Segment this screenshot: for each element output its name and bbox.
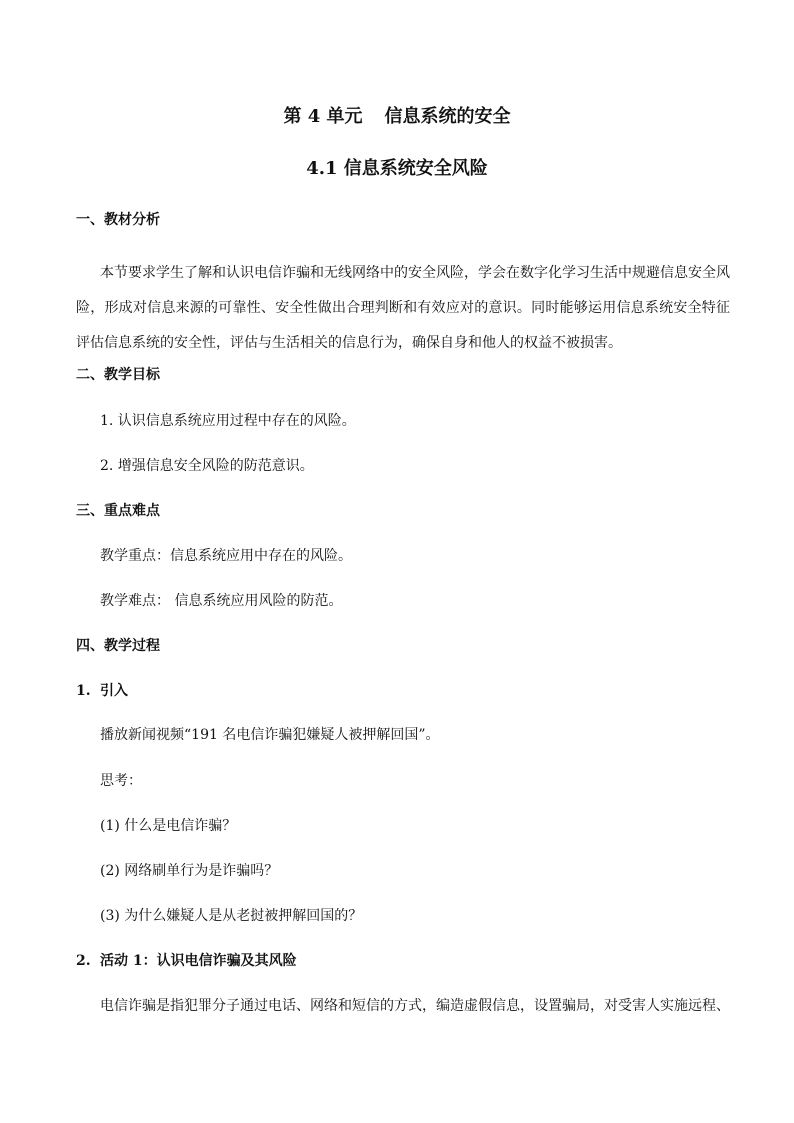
- goal-item-2: 2. 增强信息安全风险的防范意识。: [100, 458, 314, 474]
- video-line: 播放新闻视频“191 名电信诈骗犯嫌疑人被押解回国”。: [100, 727, 440, 743]
- textbook-analysis-paragraph: 本节要求学生了解和认识电信诈骗和无线网络中的安全风险，学会在数字化学习生活中规避信息安全风险，形成对信息来源的可靠性、安全性做出合理判断和有效应对的意识。同时能够运用信息系统安全特征评估信息系统的安全性，评估与生活相关的信息行为，确保自身和他人的权益不被损害。: [76, 265, 730, 351]
- heading-key-difficult-points: 三、重点难点: [76, 503, 160, 519]
- question-1: (1) 什么是电信诈骗？: [100, 818, 237, 834]
- step-1-heading: [76, 681, 128, 701]
- step-2-label: 活动 1：认识电信诈骗及其风险: [100, 953, 297, 969]
- heading-teaching-process: 四、教学过程: [76, 638, 160, 654]
- question-3: (3) 为什么嫌疑人是从老挝被押解回国的？: [100, 908, 363, 924]
- step-1-number: 1.: [76, 683, 91, 699]
- step-2-heading: [76, 951, 297, 971]
- step-1-label: 引入: [100, 683, 128, 699]
- question-2: (2) 网络刷单行为是诈骗吗？: [100, 863, 279, 879]
- step-2-number: 2.: [76, 953, 91, 969]
- think-label: 思考：: [100, 773, 142, 789]
- activity-1-text: 电信诈骗是指犯罪分子通过电话、网络和短信的方式，编造虚假信息，设置骗局，对受害人实施远程、: [100, 998, 730, 1014]
- goal-item-1: 1. 认识信息系统应用过程中存在的风险。: [100, 413, 356, 429]
- heading-textbook-analysis: 一、教材分析: [76, 212, 160, 228]
- unit-name: 信息系统的安全: [384, 106, 511, 127]
- unit-number: 第 4 单元: [283, 106, 363, 127]
- unit-title: [0, 104, 794, 130]
- section-title: 4.1 信息系统安全风险: [306, 158, 488, 179]
- difficult-point: 教学难点： 信息系统应用风险的防范。: [100, 593, 343, 609]
- key-point: 教学重点：信息系统应用中存在的风险。: [100, 548, 352, 564]
- heading-teaching-goals: 二、教学目标: [76, 367, 160, 383]
